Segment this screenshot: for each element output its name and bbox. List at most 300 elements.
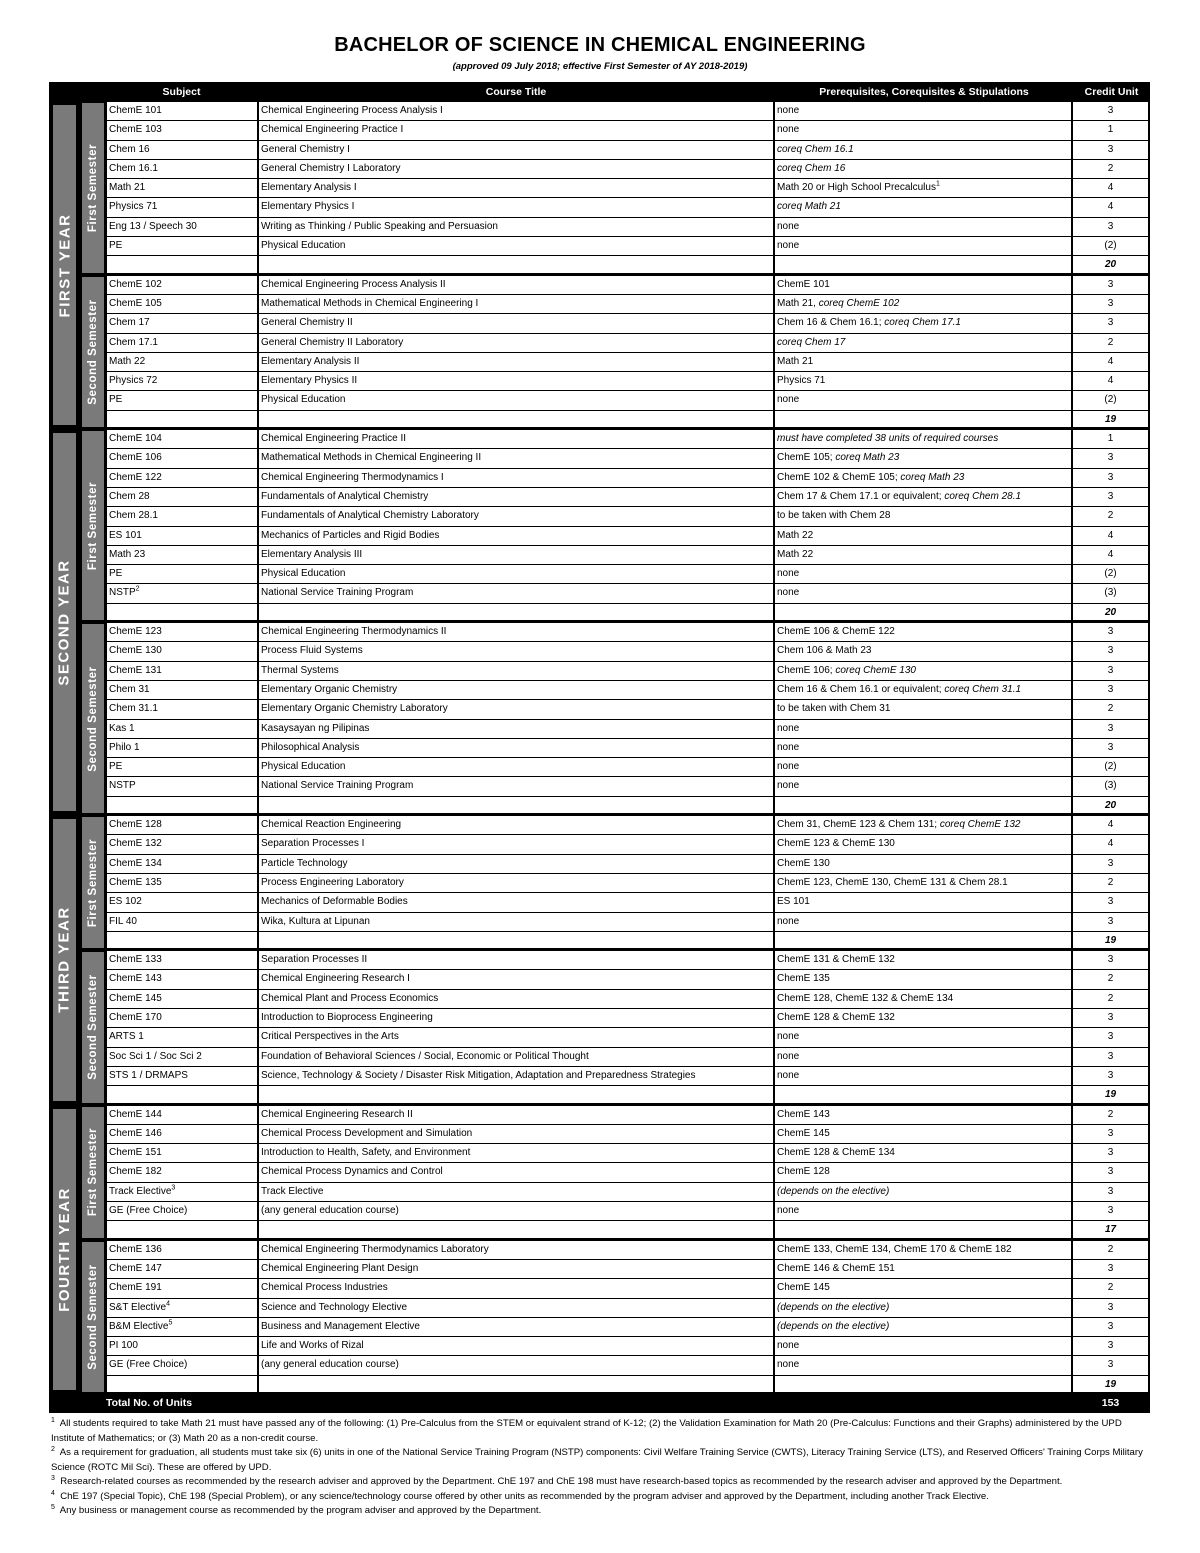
prereq-cell [773,1028,1071,1046]
subject-text: ChemE 147 [109,1262,162,1274]
subject-text: ChemE 143 [109,973,162,985]
prereq-cell [773,893,1071,911]
prereq-text: none [777,722,800,734]
credit-unit-cell: 2 [1071,334,1150,352]
semester-label-text: Second Semester [87,1264,100,1370]
subject-text: ChemE 136 [109,1243,162,1255]
subject-text: Chem 16 [109,143,150,155]
subject-text: B&M Elective [109,1320,169,1332]
prereq-cell [773,1279,1071,1297]
prereq-cell [773,449,1071,467]
table-row [106,236,1150,255]
subject-cell [106,913,257,931]
credit-unit-cell: (2) [1071,565,1150,583]
table-row [106,834,1150,853]
subject-cell [106,681,257,699]
prereq-text: (depends on the elective) [777,1301,890,1313]
prereq-cell [773,469,1071,487]
credit-unit-cell: 4 [1071,527,1150,545]
coreq-text: coreq Chem 28.1 [944,490,1022,502]
course-title-cell: Introduction to Health, Safety, and Environment [257,1144,773,1162]
prereq-cell [773,121,1071,139]
semester-label [82,277,104,427]
subject-cell [106,1318,257,1336]
empty-cell [257,797,773,813]
prereq-text: (depends on the elective) [777,1185,890,1197]
prereq-text: Chem 16 & Chem 16.1 or equivalent; [777,683,945,695]
subject-cell [106,314,257,332]
subject-cell [106,1163,257,1181]
semester-total-value: 17 [1071,1221,1150,1237]
grand-total-value: 153 [1101,1397,1120,1410]
subject-text: NSTP [109,587,136,599]
year-label-text: FIRST YEAR [56,213,73,317]
subject-text: Eng 13 / Speech 30 [109,220,197,232]
prereq-text: ES 101 [777,896,810,908]
subject-cell [106,334,257,352]
empty-cell [773,1086,1071,1102]
prereq-text: ChemE 128 & ChemE 132 [777,1012,895,1024]
subject-cell [106,642,257,660]
semester-rows [106,950,1150,1104]
footnote-marker: 1 [935,180,940,188]
subject-cell [106,449,257,467]
prereq-text: Math 20 or High School Precalculus [777,182,936,194]
credit-unit-cell: 3 [1071,1028,1150,1046]
table-row [106,140,1150,159]
table-row [106,583,1150,602]
table-row [106,101,1150,120]
prereq-text: none [777,240,800,252]
semester-total-value: 19 [1071,1376,1150,1392]
subject-cell [106,430,257,448]
footnote-number: 4 [51,1489,55,1497]
subject-cell [106,507,257,525]
table-row [106,776,1150,795]
subject-cell [106,1067,257,1085]
prereq-cell [773,1125,1071,1143]
table-row [106,159,1150,178]
course-title-cell: Separation Processes II [257,951,773,969]
prereq-text: Math 21, [777,297,819,309]
grand-total-label: Total No. of Units [106,1397,193,1410]
table-row [106,429,1150,448]
subject-cell [106,372,257,390]
subject-cell [106,1202,257,1220]
semester-total-row [106,796,1150,815]
subject-text: S&T Elective [109,1301,167,1313]
subject-text: STS 1 / DRMAPS [109,1069,188,1081]
semester-total-value: 20 [1071,604,1150,620]
course-title-cell: Chemical Reaction Engineering [257,816,773,834]
subject-cell [106,141,257,159]
course-title-cell: Wika, Kultura at Lipunan [257,913,773,931]
prereq-cell [773,527,1071,545]
subject-cell [106,1279,257,1297]
subject-cell [106,835,257,853]
subject-cell [106,584,257,602]
table-row [106,950,1150,969]
semester-label [82,1107,104,1238]
semester-rows [106,815,1150,950]
credit-unit-cell: 3 [1071,295,1150,313]
credit-unit-cell: 3 [1071,913,1150,931]
semester-total-value: 19 [1071,1086,1150,1102]
table-row [106,815,1150,834]
semester-total-row [106,603,1150,622]
semester-label [82,431,104,620]
subject-text: ChemE 191 [109,1282,162,1294]
prereq-cell [773,1144,1071,1162]
course-title-cell: (any general education course) [257,1202,773,1220]
semester-label [82,952,104,1102]
course-title-cell: Chemical Engineering Research I [257,970,773,988]
subject-text: Math 22 [109,355,146,367]
subject-cell [106,353,257,371]
credit-unit-cell: 3 [1071,739,1150,757]
prereq-text: ChemE 146 & ChemE 151 [777,1262,895,1274]
semester-total-row [106,410,1150,429]
table-row [106,120,1150,139]
semester-rows [106,275,1150,429]
prereq-cell [773,1202,1071,1220]
credit-unit-cell: 4 [1071,816,1150,834]
course-title-cell: Introduction to Bioprocess Engineering [257,1009,773,1027]
course-title-cell: Mechanics of Deformable Bodies [257,893,773,911]
footnote-text: Research-related courses as recommended by the research adviser and approved by the Department. ChE 197 and ChE 198 must have research-based topics as recommended by the research adviser and approved by the Department. [60,1476,1063,1487]
prereq-cell [773,855,1071,873]
subject-cell [106,198,257,216]
prereq-cell [773,700,1071,718]
table-row [106,989,1150,1008]
prereq-text: Chem 31, ChemE 123 & Chem 131; [777,819,940,831]
empty-cell [773,411,1071,427]
table-row [106,661,1150,680]
subject-text: ChemE 101 [109,105,162,116]
subject-text: ChemE 102 [109,278,162,290]
subject-cell [106,623,257,641]
subject-text: Philo 1 [109,741,140,753]
prereq-text: Math 21 [777,355,814,367]
prereq-cell [773,1183,1071,1201]
prereq-text: none [777,1340,800,1352]
credit-unit-cell: 4 [1071,198,1150,216]
prereq-cell [773,835,1071,853]
prereq-cell [773,662,1071,680]
empty-cell [106,1376,257,1392]
course-title-cell: General Chemistry I [257,141,773,159]
subject-text: Physics 71 [109,201,158,213]
credit-unit-cell: 3 [1071,102,1150,120]
prereq-cell [773,1356,1071,1374]
credit-unit-cell: (2) [1071,758,1150,776]
credit-unit-cell: 3 [1071,642,1150,660]
credit-unit-cell: 3 [1071,855,1150,873]
prereq-cell [773,179,1071,197]
table-row [106,217,1150,236]
subject-text: Chem 17.1 [109,336,158,348]
footnote [51,1504,1149,1519]
prereq-text: Math 22 [777,529,814,541]
prereq-text: none [777,1359,800,1371]
course-title-cell: Elementary Physics I [257,198,773,216]
subject-text: GE (Free Choice) [109,1359,188,1371]
empty-cell [106,604,257,620]
table-row [106,699,1150,718]
subject-cell [106,777,257,795]
credit-unit-cell: 3 [1071,488,1150,506]
subject-text: ChemE 103 [109,124,162,136]
subject-cell [106,295,257,313]
empty-cell [257,1086,773,1102]
credit-unit-cell: 3 [1071,141,1150,159]
course-title-cell: Elementary Organic Chemistry [257,681,773,699]
prereq-text: none [777,124,800,136]
prereq-text: ChemE 123 & ChemE 130 [777,838,895,850]
coreq-text: coreq ChemE 132 [939,819,1021,831]
credit-unit-cell: 2 [1071,507,1150,525]
subject-text: Chem 17 [109,317,150,329]
table-row [106,1066,1150,1085]
credit-unit-cell: 3 [1071,1202,1150,1220]
table-row [106,1355,1150,1374]
credit-unit-cell: 3 [1071,1318,1150,1336]
prereq-text: none [777,1031,800,1043]
header-course-title: Course Title [257,82,775,101]
credit-unit-cell: 3 [1071,662,1150,680]
subject-cell [106,276,257,294]
subject-text: ChemE 135 [109,876,162,888]
prereq-cell [773,970,1071,988]
table-row [106,1278,1150,1297]
prereq-cell [773,160,1071,178]
subject-text: Kas 1 [109,722,135,734]
table-row [106,1008,1150,1027]
course-title-cell: Critical Perspectives in the Arts [257,1028,773,1046]
prereq-text: ChemE 102 & ChemE 105; [777,471,901,483]
subject-text: ARTS 1 [109,1031,144,1043]
subject-text: GE (Free Choice) [109,1205,188,1217]
prereq-text: ChemE 101 [777,278,830,290]
table-row [106,313,1150,332]
empty-cell [257,1376,773,1392]
prereq-cell [773,372,1071,390]
subject-cell [106,855,257,873]
coreq-text: coreq Chem 31.1 [944,683,1022,695]
table-row [106,1259,1150,1278]
subject-text: Physics 72 [109,375,158,387]
footnotes [51,1417,1149,1519]
subject-text: NSTP [109,780,136,792]
prereq-cell [773,1337,1071,1355]
prereq-cell [773,141,1071,159]
semester-label [82,817,104,948]
credit-unit-cell: 2 [1071,700,1150,718]
subject-text: ChemE 123 [109,626,162,638]
prereq-text: none [777,1069,800,1081]
subject-cell [106,758,257,776]
prereq-cell [773,507,1071,525]
prereq-cell [773,218,1071,236]
table-row [106,178,1150,197]
table-row [106,738,1150,757]
footnote-number: 1 [51,1416,55,1424]
subject-text: Math 21 [109,182,146,194]
footnote-text: Any business or management course as recommended by the program adviser and approved by the Department. [59,1505,542,1516]
subject-cell [106,218,257,236]
credit-unit-cell: (3) [1071,777,1150,795]
credit-unit-cell: (3) [1071,584,1150,602]
course-title-cell: Mathematical Methods in Chemical Engineering I [257,295,773,313]
prereq-text: ChemE 130 [777,857,830,869]
empty-cell [257,1221,773,1237]
credit-unit-cell: 1 [1071,121,1150,139]
prereq-cell [773,758,1071,776]
prereq-cell [773,1260,1071,1278]
prereq-text: none [777,394,800,406]
subject-cell [106,527,257,545]
table-row [106,390,1150,409]
table-row [106,892,1150,911]
prereq-text: ChemE 135 [777,973,830,985]
credit-unit-cell: 3 [1071,681,1150,699]
table-row [106,969,1150,988]
credit-unit-cell: 4 [1071,353,1150,371]
course-title-cell: General Chemistry II Laboratory [257,334,773,352]
coreq-text: coreq ChemE 102 [818,297,900,309]
course-title-cell: Chemical Plant and Process Economics [257,990,773,1008]
table-row [106,506,1150,525]
empty-cell [773,797,1071,813]
prereq-text: Chem 17 & Chem 17.1 or equivalent; [777,490,945,502]
prereq-text: ChemE 128 & ChemE 134 [777,1147,895,1159]
table-row [106,1240,1150,1259]
course-title-cell: Foundation of Behavioral Sciences / Social, Economic or Political Thought [257,1048,773,1066]
semester-total-row [106,1220,1150,1239]
prereq-cell [773,353,1071,371]
header-subject: Subject [106,82,257,101]
course-title-cell: Process Fluid Systems [257,642,773,660]
subject-text: ChemE 106 [109,452,162,464]
subject-text: ES 101 [109,529,142,541]
credit-unit-cell: 3 [1071,276,1150,294]
course-title-cell: Mechanics of Particles and Rigid Bodies [257,527,773,545]
subject-cell [106,1009,257,1027]
prereq-text: ChemE 106 & ChemE 122 [777,626,895,638]
year-label-text: FOURTH YEAR [56,1187,73,1312]
subject-text: ChemE 146 [109,1127,162,1139]
prereq-text: Math 22 [777,548,814,560]
prereq-cell [773,488,1071,506]
table-row [106,912,1150,931]
prereq-text: ChemE 145 [777,1282,830,1294]
course-title-cell: Fundamentals of Analytical Chemistry [257,488,773,506]
subject-text: ChemE 122 [109,471,162,483]
subject-text: ChemE 144 [109,1108,162,1120]
credit-unit-cell: 3 [1071,449,1150,467]
year-label [53,1109,76,1391]
empty-cell [773,1376,1071,1392]
semester-total-row [106,931,1150,950]
prereq-text: Chem 16 & Chem 16.1; [777,317,885,329]
prereq-text: none [777,1050,800,1062]
course-title-cell: General Chemistry II [257,314,773,332]
semester-label-text: First Semester [87,481,99,570]
course-title-cell: Separation Processes I [257,835,773,853]
subject-text: Chem 16.1 [109,162,158,174]
prereq-text: none [777,220,800,232]
subject-text: ChemE 128 [109,819,162,831]
credit-unit-cell: 2 [1071,874,1150,892]
table-row [106,873,1150,892]
semester-label-text: First Semester [87,143,99,232]
semester-label-text: First Semester [87,1127,99,1217]
credit-unit-cell: (2) [1071,391,1150,409]
prereq-text: none [777,105,800,116]
credit-unit-cell: 2 [1071,970,1150,988]
prereq-cell [773,1241,1071,1259]
prereq-cell [773,391,1071,409]
prereq-text: coreq Chem 16 [777,162,846,174]
empty-cell [773,932,1071,948]
curriculum-table [49,82,1150,1414]
credit-unit-cell: 3 [1071,623,1150,641]
prereq-cell [773,1067,1071,1085]
subject-cell [106,1125,257,1143]
prereq-text: ChemE 106; [777,664,836,676]
credit-unit-cell: 3 [1071,893,1150,911]
course-title-cell: Chemical Process Dynamics and Control [257,1163,773,1181]
credit-unit-cell: 4 [1071,835,1150,853]
credit-unit-cell: 3 [1071,720,1150,738]
subject-text: Chem 31.1 [109,703,158,715]
prereq-text: ChemE 143 [777,1108,830,1120]
semester-rows [106,1240,1150,1394]
course-title-cell: Writing as Thinking / Public Speaking and Persuasion [257,218,773,236]
coreq-text: coreq ChemE 130 [835,664,916,676]
coreq-text: coreq Math 23 [900,471,965,483]
semester-label [82,1242,104,1392]
subject-text: Chem 28.1 [109,510,158,522]
course-title-cell: Science and Technology Elective [257,1299,773,1317]
table-row [106,1182,1150,1201]
credit-unit-cell: 2 [1071,160,1150,178]
credit-unit-cell: 3 [1071,1009,1150,1027]
course-title-cell: General Chemistry I Laboratory [257,160,773,178]
coreq-text: coreq Chem 17.1 [884,317,961,329]
subject-text: ES 102 [109,896,142,908]
document-subtitle: (approved 09 July 2018; effective First Semester of AY 2018-2019) [452,61,748,72]
course-title-cell: Process Engineering Laboratory [257,874,773,892]
course-title-cell: Philosophical Analysis [257,739,773,757]
credit-unit-cell: 3 [1071,1048,1150,1066]
prereq-cell [773,720,1071,738]
year-label-text: THIRD YEAR [56,906,73,1014]
table-row [106,371,1150,390]
empty-cell [106,256,257,272]
empty-cell [106,797,257,813]
credit-unit-cell: 2 [1071,1106,1150,1124]
prereq-cell [773,546,1071,564]
course-title-cell: Thermal Systems [257,662,773,680]
semester-rows [106,429,1150,622]
course-title-cell: Elementary Analysis III [257,546,773,564]
header-prereq: Prerequisites, Corequisites & Stipulations [775,82,1073,101]
prereq-cell [773,1163,1071,1181]
credit-unit-cell: 3 [1071,1144,1150,1162]
prereq-cell [773,913,1071,931]
footnote [51,1446,1149,1475]
